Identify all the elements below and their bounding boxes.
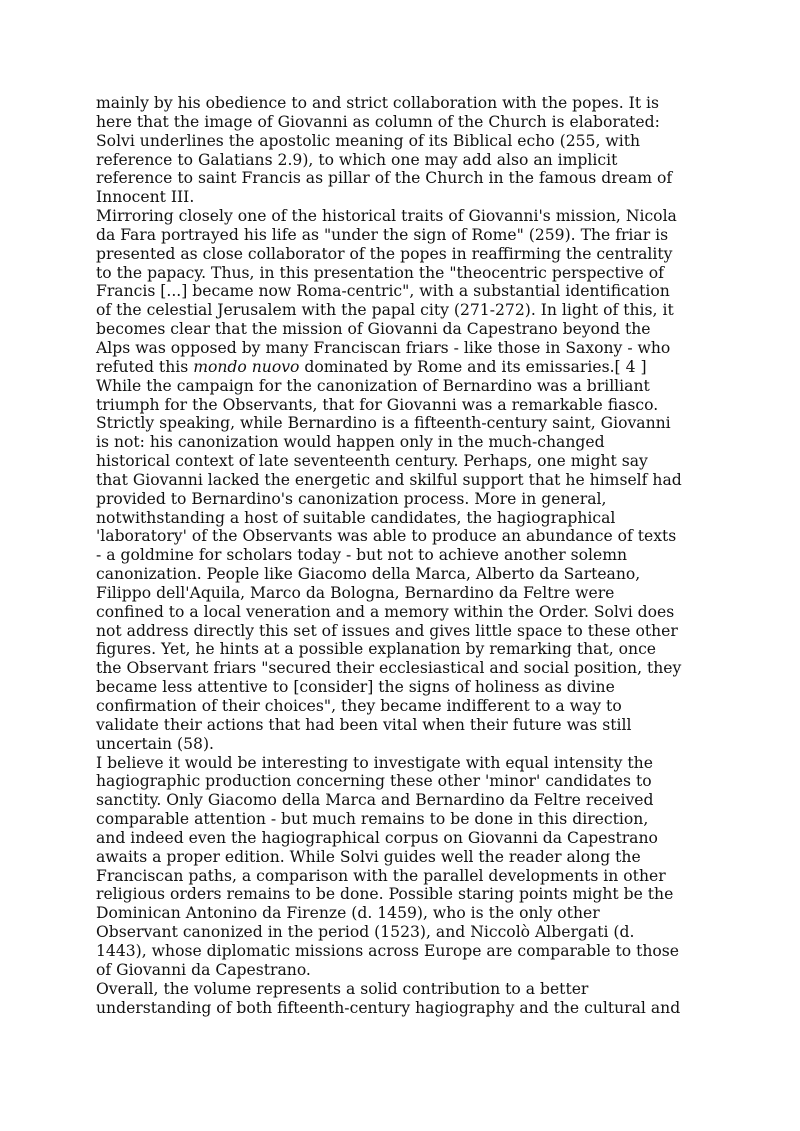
text-line: presented as close collaborator of the popes in reaffirming the centrality	[96, 244, 673, 263]
text-line: While the campaign for the canonization of Bernardino was a brilliant	[96, 376, 650, 395]
text-line: not address directly this set of issues and gives little space to these other	[96, 621, 678, 640]
text-line: I believe it would be interesting to investigate with equal intensity the	[96, 753, 653, 772]
text-line: of the celestial Jerusalem with the papal city (271-272). In light of this, it	[96, 301, 674, 320]
text-line: Strictly speaking, while Bernardino is a fifteenth-century saint, Giovanni	[96, 414, 671, 433]
text-line: Alps was opposed by many Franciscan friars - like those in Saxony - who	[96, 338, 671, 357]
text-line: the Observant friars "secured their ecclesiastical and social position, they	[96, 659, 682, 678]
text-line: here that the image of Giovanni as column of the Church is elaborated:	[96, 112, 660, 131]
text-line: historical context of late seventeenth century. Perhaps, one might say	[96, 452, 648, 471]
text-line: mainly by his obedience to and strict collaboration with the popes. It is	[96, 94, 660, 112]
text-line: that Giovanni lacked the energetic and skilful support that he himself had	[96, 470, 682, 489]
text-line: Franciscan paths, a comparison with the parallel developments in other	[96, 866, 666, 885]
text-line: hagiographic production concerning these other 'minor' candidates to	[96, 772, 652, 791]
text-line: notwithstanding a host of suitable candidates, the hagiographical	[96, 508, 616, 527]
text-line: uncertain (58).	[96, 734, 215, 753]
italic-phrase: mondo nuovo	[193, 357, 300, 376]
text-line: confined to a local veneration and a memory within the Order. Solvi does	[96, 602, 675, 621]
text-line: comparable attention - but much remains to be done in this direction,	[96, 810, 649, 829]
text-line: triumph for the Observants, that for Giovanni was a remarkable fiasco.	[96, 395, 659, 414]
text-line: reference to Galatians 2.9), to which one may add also an implicit	[96, 150, 618, 169]
text-line: and indeed even the hagiographical corpus on Giovanni da Capestrano	[96, 828, 658, 847]
text-line: confirmation of their choices", they became indifferent to a way to	[96, 697, 622, 715]
text-line: Observant canonized in the period (1523), and Niccolò Albergati (d.	[96, 923, 635, 942]
text-segment: refuted this	[96, 357, 194, 376]
text-line: 'laboratory' of the Observants was able to produce an abundance of texts	[96, 527, 677, 546]
text-line: Mirroring closely one of the historical traits of Giovanni's mission, Nicola	[96, 207, 677, 226]
text-line: religious orders remains to be done. Possible staring points might be the	[96, 885, 674, 904]
text-line: understanding of both fifteenth-century hagiography and the cultural and	[96, 998, 681, 1017]
text-line: 1443), whose diplomatic missions across Europe are comparable to those	[96, 941, 679, 960]
text-segment: dominated by Rome and its emissaries.[ 4 ]	[299, 357, 647, 376]
text-line: awaits a proper edition. While Solvi guides well the reader along the	[96, 847, 641, 866]
text-line: da Fara portrayed his life as "under the sign of Rome" (259). The friar is	[96, 225, 669, 244]
text-line: Solvi underlines the apostolic meaning of its Biblical echo (255, with	[96, 131, 641, 150]
text-line: validate their actions that had been vital when their future was still	[96, 715, 632, 734]
text-line: is not: his canonization would happen only in the much-changed	[96, 433, 605, 452]
text-line: Innocent III.	[96, 188, 195, 207]
text-line: provided to Bernardino's canonization process. More in general,	[96, 489, 607, 508]
text-line: Overall, the volume represents a solid contribution to a better	[96, 979, 589, 998]
text-line: became less attentive to [consider] the signs of holiness as divine	[96, 678, 615, 697]
text-line: sanctity. Only Giacomo della Marca and Bernardino da Feltre received	[96, 791, 654, 810]
text-line: canonization. People like Giacomo della Marca, Alberto da Sarteano,	[96, 565, 641, 584]
text-line: to the papacy. Thus, in this presentation the "theocentric perspective of	[96, 263, 664, 282]
text-line: - a goldmine for scholars today - but not to achieve another solemn	[96, 546, 628, 565]
text-line: reference to saint Francis as pillar of the Church in the famous dream of	[96, 169, 673, 188]
text-line: Francis [...] became now Roma-centric", with a substantial identification	[96, 282, 670, 301]
text-line: figures. Yet, he hints at a possible explanation by remarking that, once	[96, 640, 657, 659]
document-page	[96, 94, 736, 1017]
text-line: becomes clear that the mission of Giovanni da Capestrano beyond the	[96, 320, 651, 339]
text-line: of Giovanni da Capestrano.	[96, 960, 311, 979]
text-line-with-italic	[96, 358, 736, 377]
text-line: Dominican Antonino da Firenze (d. 1459), who is the only other	[96, 904, 600, 923]
text-line: Filippo dell'Aquila, Marco da Bologna, Bernardino da Feltre were	[96, 583, 615, 602]
